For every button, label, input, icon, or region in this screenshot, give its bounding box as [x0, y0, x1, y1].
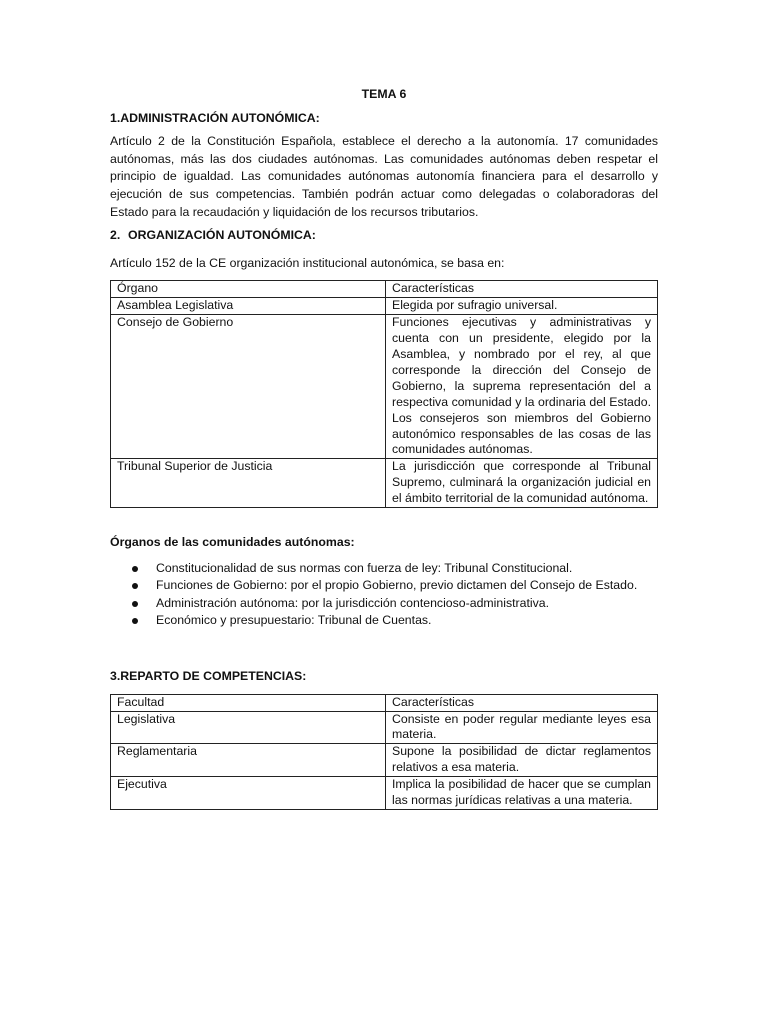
table-cell: Funciones ejecutivas y administrativas y cuenta con un presidente, elegido por la Asamblea, y nombrado por el rey, al que corresponde la dirección del Consejo de Gobierno, la suprema representación del a respectiva comunidad y la ordinaria del Estado. Los consejeros son miembros del Gobierno autonómico responsables de las cosas de las comunidades autónomas. — [386, 315, 658, 459]
table-row — [111, 315, 658, 459]
bullet-icon — [132, 583, 138, 589]
list-item-text: Administración autónoma: por la jurisdicción contencioso-administrativa. — [156, 595, 550, 610]
table-header-cell: Facultad — [111, 694, 386, 711]
table-cell: La jurisdicción que corresponde al Tribunal Supremo, culminará la organización judicial en el ámbito territorial de la comunidad autónoma. — [386, 459, 658, 508]
list-item-text: Económico y presupuestario: Tribunal de Cuentas. — [156, 613, 432, 628]
list-item — [110, 595, 658, 613]
bullet-icon — [132, 566, 138, 572]
table-cell: Ejecutiva — [111, 777, 386, 810]
list-item — [110, 577, 658, 595]
section3-heading: 3.REPARTO DE COMPETENCIAS: — [110, 669, 307, 683]
list-item — [110, 612, 658, 630]
table-header-cell: Características — [386, 281, 658, 298]
table-cell: Reglamentaria — [111, 744, 386, 777]
table-row — [111, 711, 658, 744]
table-cell: Supone la posibilidad de dictar reglamentos relativos a esa materia. — [386, 744, 658, 777]
table-row — [111, 298, 658, 315]
table-row — [111, 459, 658, 508]
organs-heading: Órganos de las comunidades autónomas: — [110, 535, 355, 550]
bullet-icon — [132, 618, 138, 624]
list-item — [110, 560, 658, 578]
table-row — [111, 744, 658, 777]
section1-heading: 1.ADMINISTRACIÓN AUTONÓMICA: — [110, 110, 320, 125]
document-content — [110, 86, 658, 810]
table-cell: Implica la posibilidad de hacer que se cumplan las normas jurídicas relativas a una materia. — [386, 777, 658, 810]
table-cell: Legislativa — [111, 711, 386, 744]
section2-heading-text: ORGANIZACIÓN AUTONÓMICA: — [128, 228, 316, 243]
bullet-icon — [132, 601, 138, 607]
table-cell: Tribunal Superior de Justicia — [111, 459, 386, 508]
table-cell: Elegida por sufragio universal. — [386, 298, 658, 315]
section2-number: 2. — [110, 228, 121, 243]
table-cell: Asamblea Legislativa — [111, 298, 386, 315]
table-header-row — [111, 694, 658, 711]
page-title: TEMA 6 — [361, 87, 407, 101]
section2-heading — [110, 227, 658, 245]
section1-paragraph: Artículo 2 de la Constitución Española, establece el derecho a la autonomía. 17 comunidades autónomas, más las dos ciudades autónomas. Las comunidades autónomas deben respetar el principio de igualdad. Las comunidades autónomas autonomía financiera para el desarrollo y ejecución de sus competencias. También podrán actuar como delegadas o colaboradoras del Estado para la recaudación y liquidación de los recursos tributarios. — [110, 134, 658, 219]
section2-intro: Artículo 152 de la CE organización institucional autonómica, se basa en: — [110, 255, 505, 270]
list-item-text: Funciones de Gobierno: por el propio Gobierno, previo dictamen del Consejo de Estado. — [156, 578, 638, 593]
organs-table — [110, 280, 658, 508]
organs-list — [110, 560, 658, 630]
table-header-cell: Órgano — [111, 281, 386, 298]
table-row — [111, 777, 658, 810]
table-header-row — [111, 281, 658, 298]
list-item-text: Constitucionalidad de sus normas con fuerza de ley: Tribunal Constitucional. — [156, 560, 573, 575]
table-cell: Consiste en poder regular mediante leyes esa materia. — [386, 711, 658, 744]
competencies-table — [110, 694, 658, 810]
table-cell: Consejo de Gobierno — [111, 315, 386, 459]
table-header-cell: Características — [386, 694, 658, 711]
